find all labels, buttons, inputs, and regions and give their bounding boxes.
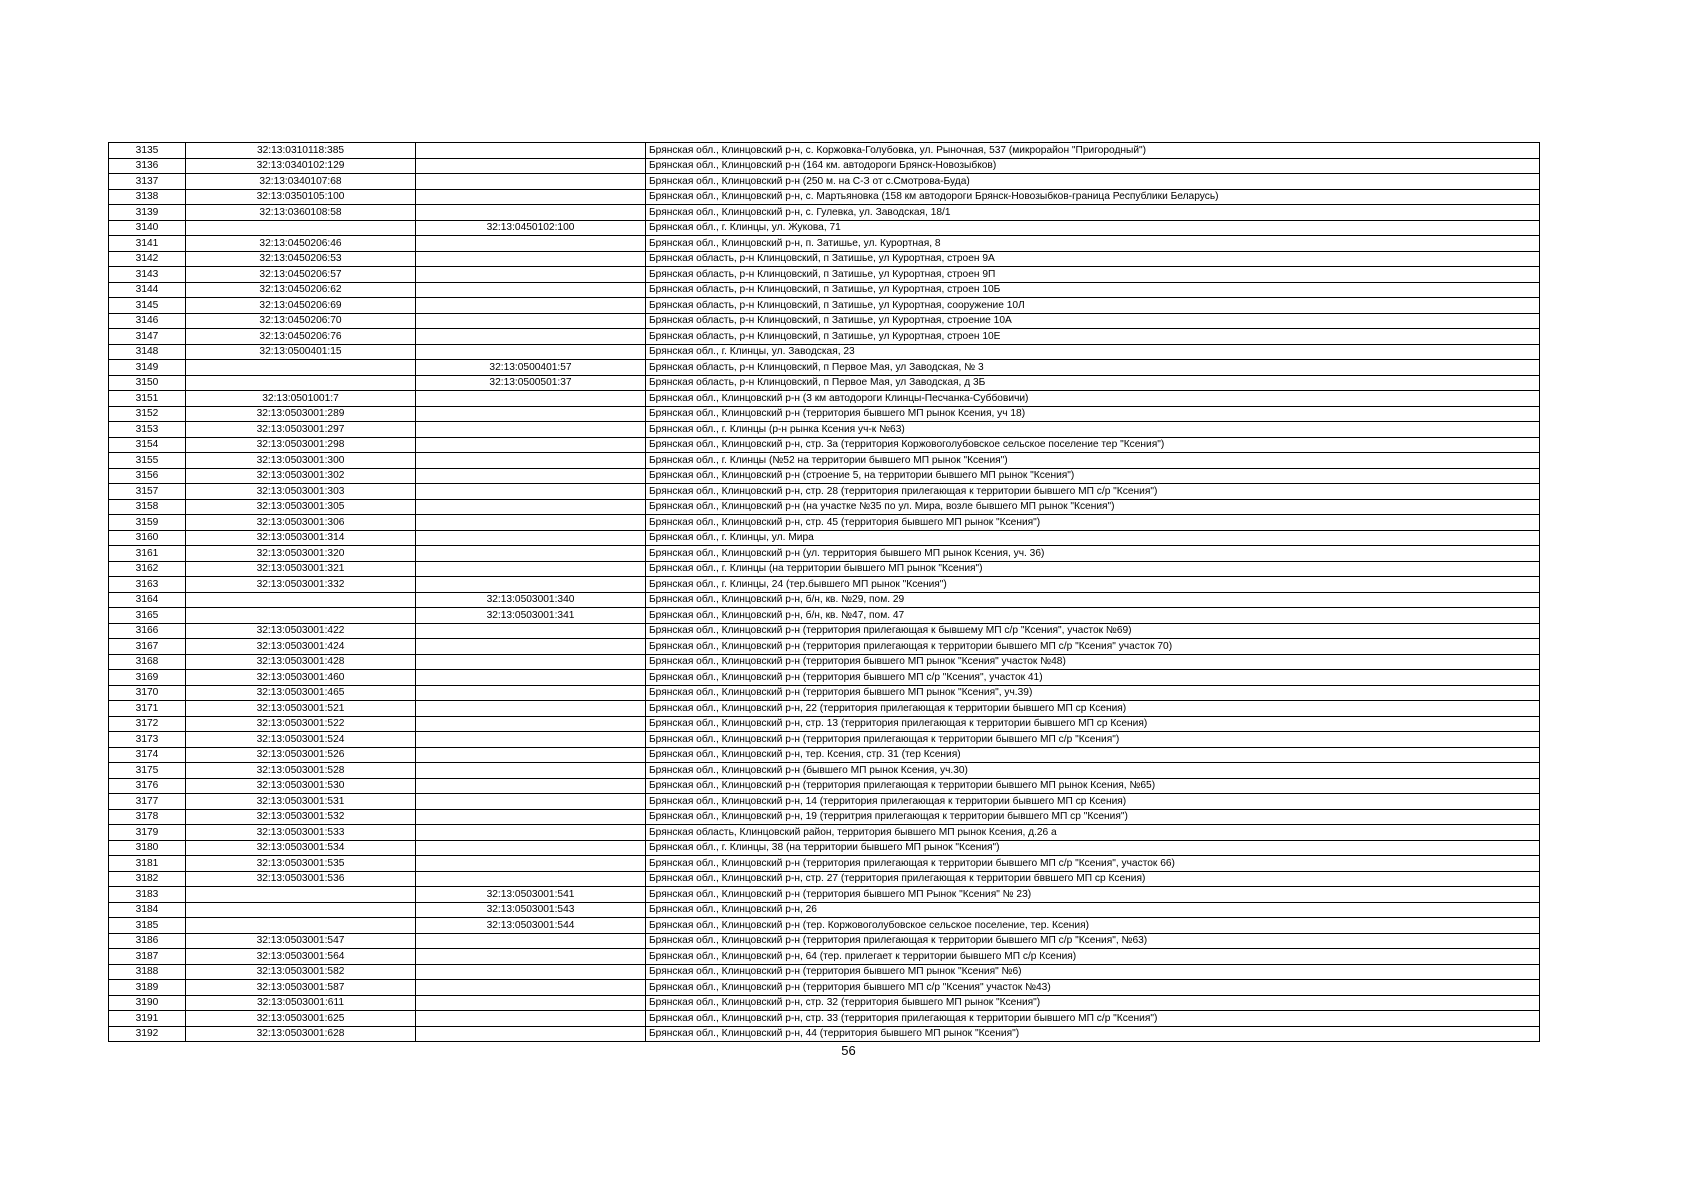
cadastral-number-alt-cell	[416, 515, 646, 531]
cadastral-number-cell	[186, 592, 416, 608]
cadastral-number-cell: 32:13:0503001:303	[186, 484, 416, 500]
cadastral-number-alt-cell	[416, 933, 646, 949]
table-row	[109, 840, 1540, 856]
table-row	[109, 313, 1540, 329]
cadastral-number-cell: 32:13:0503001:564	[186, 949, 416, 965]
table-row	[109, 267, 1540, 283]
cadastral-number-alt-cell	[416, 840, 646, 856]
cadastral-number-cell: 32:13:0503001:302	[186, 468, 416, 484]
address-cell: Брянская область, р-н Клинцовский, п Первое Мая, ул Заводская, № 3	[646, 360, 1540, 376]
address-cell: Брянская обл., Клинцовский р-н, 26	[646, 902, 1540, 918]
table-row	[109, 499, 1540, 515]
row-number-cell: 3175	[109, 763, 186, 779]
cadastral-number-cell: 32:13:0450206:69	[186, 298, 416, 314]
cadastral-number-cell: 32:13:0450206:70	[186, 313, 416, 329]
address-cell: Брянская обл., Клинцовский р-н, тер. Ксения, стр. 31 (тер Ксения)	[646, 747, 1540, 763]
cadastral-number-cell: 32:13:0503001:628	[186, 1026, 416, 1042]
table-row	[109, 453, 1540, 469]
row-number-cell: 3180	[109, 840, 186, 856]
row-number-cell: 3158	[109, 499, 186, 515]
row-number-cell: 3160	[109, 530, 186, 546]
address-cell: Брянская обл., Клинцовский р-н, с. Мартьяновка (158 км автодороги Брянск-Новозыбков-граница Республики Беларусь)	[646, 189, 1540, 205]
table-row	[109, 220, 1540, 236]
cadastral-number-cell: 32:13:0503001:306	[186, 515, 416, 531]
address-cell: Брянская обл., Клинцовский р-н, 19 (территрия прилегающая к территории бывшего МП ср "Ксения")	[646, 809, 1540, 825]
cadastral-number-cell: 32:13:0340107:68	[186, 174, 416, 190]
table-row	[109, 608, 1540, 624]
cadastral-number-alt-cell	[416, 701, 646, 717]
address-cell: Брянская обл., Клинцовский р-н, стр. 3а (территория Коржовоголубовское сельское поселение тер "Ксения")	[646, 437, 1540, 453]
cadastral-number-alt-cell	[416, 313, 646, 329]
cadastral-number-cell: 32:13:0503001:535	[186, 856, 416, 872]
cadastral-number-alt-cell: 32:13:0450102:100	[416, 220, 646, 236]
address-cell: Брянская обл., г. Клинцы, 38 (на территории бывшего МП рынок "Ксения")	[646, 840, 1540, 856]
table-row	[109, 406, 1540, 422]
table-row	[109, 670, 1540, 686]
table-row	[109, 654, 1540, 670]
row-number-cell: 3139	[109, 205, 186, 221]
table-row	[109, 329, 1540, 345]
table-row	[109, 887, 1540, 903]
cadastral-number-alt-cell: 32:13:0500401:57	[416, 360, 646, 376]
address-cell: Брянская область, р-н Клинцовский, п Затишье, ул Курортная, строение 10А	[646, 313, 1540, 329]
address-cell: Брянская обл., Клинцовский р-н (бывшего МП рынок Ксения, уч.30)	[646, 763, 1540, 779]
cadastral-number-alt-cell	[416, 1026, 646, 1042]
address-cell: Брянская обл., Клинцовский р-н (ул. территория бывшего МП рынок Ксения, уч. 36)	[646, 546, 1540, 562]
row-number-cell: 3190	[109, 995, 186, 1011]
row-number-cell: 3141	[109, 236, 186, 252]
table-row	[109, 561, 1540, 577]
address-cell: Брянская обл., Клинцовский р-н (территория бывшего МП Рынок "Ксения" № 23)	[646, 887, 1540, 903]
cadastral-number-alt-cell	[416, 282, 646, 298]
cadastral-number-cell	[186, 608, 416, 624]
cadastral-number-alt-cell	[416, 639, 646, 655]
address-cell: Брянская область, р-н Клинцовский, п Затишье, ул Курортная, сооружение 10Л	[646, 298, 1540, 314]
row-number-cell: 3185	[109, 918, 186, 934]
cadastral-number-cell: 32:13:0503001:526	[186, 747, 416, 763]
row-number-cell: 3155	[109, 453, 186, 469]
address-cell: Брянская обл., Клинцовский р-н, п. Затишье, ул. Курортная, 8	[646, 236, 1540, 252]
address-cell: Брянская обл., Клинцовский р-н (территория бывшего МП рынок "Ксения", уч.39)	[646, 685, 1540, 701]
table-row	[109, 639, 1540, 655]
row-number-cell: 3189	[109, 980, 186, 996]
address-cell: Брянская обл., г. Клинцы (№52 на территории бывшего МП рынок "Ксения")	[646, 453, 1540, 469]
cadastral-number-alt-cell	[416, 391, 646, 407]
row-number-cell: 3150	[109, 375, 186, 391]
table-row	[109, 995, 1540, 1011]
table-row	[109, 468, 1540, 484]
cadastral-number-alt-cell	[416, 406, 646, 422]
table-row	[109, 747, 1540, 763]
table-row	[109, 592, 1540, 608]
table-row	[109, 344, 1540, 360]
row-number-cell: 3186	[109, 933, 186, 949]
cadastral-number-alt-cell	[416, 794, 646, 810]
address-cell: Брянская обл., Клинцовский р-н, 14 (территория прилегающая к территории бывшего МП ср Ксения)	[646, 794, 1540, 810]
table-row	[109, 933, 1540, 949]
cadastral-number-cell: 32:13:0503001:534	[186, 840, 416, 856]
row-number-cell: 3172	[109, 716, 186, 732]
cadastral-number-cell: 32:13:0503001:424	[186, 639, 416, 655]
address-cell: Брянская обл., Клинцовский р-н, 44 (территория бывшего МП рынок "Ксения")	[646, 1026, 1540, 1042]
table-row	[109, 1011, 1540, 1027]
row-number-cell: 3179	[109, 825, 186, 841]
cadastral-number-cell: 32:13:0503001:532	[186, 809, 416, 825]
cadastral-number-cell: 32:13:0503001:531	[186, 794, 416, 810]
cadastral-number-alt-cell	[416, 499, 646, 515]
table-row	[109, 856, 1540, 872]
address-cell: Брянская обл., Клинцовский р-н (территория прилегающая к территории бывшего МП с/р "Ксения", участок 66)	[646, 856, 1540, 872]
table-row	[109, 1026, 1540, 1042]
table-row	[109, 143, 1540, 159]
cadastral-number-alt-cell	[416, 344, 646, 360]
cadastral-number-alt-cell	[416, 453, 646, 469]
row-number-cell: 3191	[109, 1011, 186, 1027]
address-cell: Брянская обл., Клинцовский р-н, стр. 13 (территория прилегающая к территории бывшего МП ср Ксения)	[646, 716, 1540, 732]
cadastral-number-alt-cell: 32:13:0503001:340	[416, 592, 646, 608]
table-row	[109, 546, 1540, 562]
cadastral-number-alt-cell	[416, 468, 646, 484]
row-number-cell: 3143	[109, 267, 186, 283]
row-number-cell: 3174	[109, 747, 186, 763]
row-number-cell: 3142	[109, 251, 186, 267]
cadastral-number-cell: 32:13:0350105:100	[186, 189, 416, 205]
cadastral-number-alt-cell	[416, 825, 646, 841]
row-number-cell: 3149	[109, 360, 186, 376]
row-number-cell: 3192	[109, 1026, 186, 1042]
cadastral-number-alt-cell	[416, 174, 646, 190]
row-number-cell: 3163	[109, 577, 186, 593]
address-cell: Брянская обл., Клинцовский р-н, стр. 27 (территория прилегающая к территории бввшего МП ср Ксения)	[646, 871, 1540, 887]
table-row	[109, 251, 1540, 267]
cadastral-number-cell: 32:13:0503001:536	[186, 871, 416, 887]
cadastral-number-cell: 32:13:0503001:314	[186, 530, 416, 546]
cadastral-number-alt-cell	[416, 995, 646, 1011]
table-row	[109, 623, 1540, 639]
cadastral-number-cell: 32:13:0501001:7	[186, 391, 416, 407]
address-cell: Брянская обл., Клинцовский р-н, с. Коржовка-Голубовка, ул. Рыночная, 537 (микрорайон "Пригородный")	[646, 143, 1540, 159]
cadastral-number-cell	[186, 887, 416, 903]
address-cell: Брянская обл., Клинцовский р-н (территория прилегающая к территории бывшего МП с/р "Ксения")	[646, 732, 1540, 748]
table-row	[109, 236, 1540, 252]
cadastral-number-alt-cell	[416, 856, 646, 872]
address-cell: Брянская обл., Клинцовский р-н (территория бывшего МП с/р "Ксения", участок 41)	[646, 670, 1540, 686]
row-number-cell: 3157	[109, 484, 186, 500]
cadastral-number-alt-cell	[416, 298, 646, 314]
row-number-cell: 3144	[109, 282, 186, 298]
table-row	[109, 577, 1540, 593]
row-number-cell: 3140	[109, 220, 186, 236]
table-row	[109, 809, 1540, 825]
address-cell: Брянская обл., г. Клинцы, ул. Мира	[646, 530, 1540, 546]
cadastral-number-cell: 32:13:0503001:582	[186, 964, 416, 980]
address-cell: Брянская обл., Клинцовский р-н (территория прилегающая к территории бывшего МП с/р "Ксения", №63)	[646, 933, 1540, 949]
table-row	[109, 422, 1540, 438]
address-cell: Брянская область, р-н Клинцовский, п Затишье, ул Курортная, строен 10Б	[646, 282, 1540, 298]
table-row	[109, 437, 1540, 453]
row-number-cell: 3181	[109, 856, 186, 872]
address-cell: Брянская обл., Клинцовский р-н (164 км. автодороги Брянск-Новозыбков)	[646, 158, 1540, 174]
cadastral-number-alt-cell	[416, 778, 646, 794]
address-cell: Брянская обл., Клинцовский р-н, стр. 45 (территория бывшего МП рынок "Ксения")	[646, 515, 1540, 531]
address-cell: Брянская область, Клинцовский район, территория бывшего МП рынок Ксения, д.26 а	[646, 825, 1540, 841]
table-row	[109, 515, 1540, 531]
cadastral-number-cell: 32:13:0450206:46	[186, 236, 416, 252]
cadastral-number-cell: 32:13:0503001:530	[186, 778, 416, 794]
address-cell: Брянская обл., Клинцовский р-н (территория бывшего МП с/р "Ксения" участок №43)	[646, 980, 1540, 996]
address-cell: Брянская обл., г. Клинцы, ул. Заводская, 23	[646, 344, 1540, 360]
row-number-cell: 3170	[109, 685, 186, 701]
cadastral-number-cell	[186, 220, 416, 236]
cadastral-number-alt-cell	[416, 143, 646, 159]
row-number-cell: 3138	[109, 189, 186, 205]
row-number-cell: 3177	[109, 794, 186, 810]
cadastral-number-cell: 32:13:0503001:528	[186, 763, 416, 779]
row-number-cell: 3188	[109, 964, 186, 980]
cadastral-number-cell: 32:13:0503001:524	[186, 732, 416, 748]
row-number-cell: 3148	[109, 344, 186, 360]
cadastral-number-cell	[186, 918, 416, 934]
cadastral-number-alt-cell	[416, 236, 646, 252]
row-number-cell: 3162	[109, 561, 186, 577]
cadastral-number-cell	[186, 375, 416, 391]
row-number-cell: 3171	[109, 701, 186, 717]
cadastral-number-alt-cell	[416, 577, 646, 593]
cadastral-number-cell	[186, 902, 416, 918]
table-row	[109, 282, 1540, 298]
row-number-cell: 3151	[109, 391, 186, 407]
cadastral-number-alt-cell: 32:13:0503001:543	[416, 902, 646, 918]
address-cell: Брянская обл., Клинцовский р-н (территория бывшего МП рынок "Ксения" №6)	[646, 964, 1540, 980]
row-number-cell: 3135	[109, 143, 186, 159]
table-row	[109, 825, 1540, 841]
cadastral-number-cell: 32:13:0450206:62	[186, 282, 416, 298]
row-number-cell: 3168	[109, 654, 186, 670]
cadastral-number-alt-cell: 32:13:0503001:341	[416, 608, 646, 624]
table-row	[109, 871, 1540, 887]
cadastral-number-cell: 32:13:0503001:305	[186, 499, 416, 515]
row-number-cell: 3153	[109, 422, 186, 438]
cadastral-number-alt-cell	[416, 670, 646, 686]
cadastral-number-alt-cell	[416, 654, 646, 670]
address-cell: Брянская обл., Клинцовский р-н (тер. Коржовоголубовское сельское поселение, тер. Ксения)	[646, 918, 1540, 934]
cadastral-number-alt-cell	[416, 546, 646, 562]
row-number-cell: 3176	[109, 778, 186, 794]
address-cell: Брянская обл., Клинцовский р-н (территория бывшего МП рынок Ксения, уч 18)	[646, 406, 1540, 422]
cadastral-number-cell: 32:13:0503001:298	[186, 437, 416, 453]
cadastral-number-alt-cell	[416, 189, 646, 205]
address-cell: Брянская обл., Клинцовский р-н (территория бывшего МП рынок "Ксения" участок №48)	[646, 654, 1540, 670]
cadastral-number-alt-cell	[416, 685, 646, 701]
cadastral-number-alt-cell	[416, 949, 646, 965]
address-cell: Брянская обл., Клинцовский р-н (территория прилегающая к территории бывшего МП с/р "Ксения" участок 70)	[646, 639, 1540, 655]
cadastral-number-cell: 32:13:0503001:521	[186, 701, 416, 717]
cadastral-number-alt-cell	[416, 964, 646, 980]
registry-table-body	[109, 143, 1540, 1042]
address-cell: Брянская обл., Клинцовский р-н (строение 5, на территории бывшего МП рынок "Ксения")	[646, 468, 1540, 484]
cadastral-number-alt-cell	[416, 1011, 646, 1027]
cadastral-number-alt-cell	[416, 561, 646, 577]
row-number-cell: 3165	[109, 608, 186, 624]
table-row	[109, 685, 1540, 701]
cadastral-number-alt-cell	[416, 716, 646, 732]
row-number-cell: 3182	[109, 871, 186, 887]
cadastral-number-alt-cell	[416, 980, 646, 996]
table-row	[109, 391, 1540, 407]
cadastral-number-cell: 32:13:0503001:321	[186, 561, 416, 577]
row-number-cell: 3146	[109, 313, 186, 329]
cadastral-number-cell: 32:13:0503001:547	[186, 933, 416, 949]
address-cell: Брянская обл., г. Клинцы, 24 (тер.бывшего МП рынок "Ксения")	[646, 577, 1540, 593]
page-number: 56	[841, 1043, 856, 1058]
row-number-cell: 3159	[109, 515, 186, 531]
cadastral-number-alt-cell	[416, 747, 646, 763]
cadastral-number-cell: 32:13:0503001:465	[186, 685, 416, 701]
row-number-cell: 3154	[109, 437, 186, 453]
row-number-cell: 3184	[109, 902, 186, 918]
row-number-cell: 3167	[109, 639, 186, 655]
cadastral-number-cell: 32:13:0340102:129	[186, 158, 416, 174]
address-cell: Брянская обл., Клинцовский р-н (250 м. на С-З от с.Смотрова-Буда)	[646, 174, 1540, 190]
address-cell: Брянская обл., Клинцовский р-н, стр. 32 (территория бывшего МП рынок "Ксения")	[646, 995, 1540, 1011]
address-cell: Брянская обл., Клинцовский р-н, стр. 28 (территория прилегающая к территории бывшего МП с/р "Ксения")	[646, 484, 1540, 500]
cadastral-number-cell: 32:13:0503001:320	[186, 546, 416, 562]
cadastral-number-cell: 32:13:0450206:53	[186, 251, 416, 267]
row-number-cell: 3178	[109, 809, 186, 825]
table-row	[109, 174, 1540, 190]
table-row	[109, 980, 1540, 996]
row-number-cell: 3169	[109, 670, 186, 686]
cadastral-number-cell: 32:13:0500401:15	[186, 344, 416, 360]
cadastral-number-alt-cell	[416, 484, 646, 500]
address-cell: Брянская обл., г. Клинцы (р-н рынка Ксения уч-к №63)	[646, 422, 1540, 438]
cadastral-number-cell: 32:13:0503001:533	[186, 825, 416, 841]
cadastral-number-cell: 32:13:0310118:385	[186, 143, 416, 159]
cadastral-number-alt-cell	[416, 809, 646, 825]
table-row	[109, 763, 1540, 779]
cadastral-number-cell: 32:13:0503001:289	[186, 406, 416, 422]
cadastral-number-alt-cell	[416, 623, 646, 639]
cadastral-number-cell: 32:13:0503001:625	[186, 1011, 416, 1027]
address-cell: Брянская обл., Клинцовский р-н (на участке №35 по ул. Мира, возле бывшего МП рынок "Ксения")	[646, 499, 1540, 515]
table-row	[109, 794, 1540, 810]
cadastral-number-cell: 32:13:0503001:460	[186, 670, 416, 686]
cadastral-number-cell: 32:13:0503001:587	[186, 980, 416, 996]
cadastral-number-cell	[186, 360, 416, 376]
address-cell: Брянская обл., Клинцовский р-н (территория прилегающая к территории бывшего МП рынок Ксения, №65)	[646, 778, 1540, 794]
cadastral-number-cell: 32:13:0503001:297	[186, 422, 416, 438]
row-number-cell: 3183	[109, 887, 186, 903]
row-number-cell: 3156	[109, 468, 186, 484]
table-row	[109, 375, 1540, 391]
table-row	[109, 298, 1540, 314]
cadastral-number-alt-cell	[416, 871, 646, 887]
table-row	[109, 732, 1540, 748]
row-number-cell: 3187	[109, 949, 186, 965]
address-cell: Брянская обл., Клинцовский р-н, б/н, кв. №47, пом. 47	[646, 608, 1540, 624]
cadastral-number-cell: 32:13:0503001:611	[186, 995, 416, 1011]
row-number-cell: 3166	[109, 623, 186, 639]
row-number-cell: 3145	[109, 298, 186, 314]
cadastral-number-cell: 32:13:0503001:422	[186, 623, 416, 639]
row-number-cell: 3161	[109, 546, 186, 562]
table-row	[109, 360, 1540, 376]
row-number-cell: 3147	[109, 329, 186, 345]
cadastral-number-cell: 32:13:0503001:522	[186, 716, 416, 732]
table-row	[109, 716, 1540, 732]
table-row	[109, 205, 1540, 221]
address-cell: Брянская область, р-н Клинцовский, п Затишье, ул Курортная, строен 10Е	[646, 329, 1540, 345]
row-number-cell: 3136	[109, 158, 186, 174]
cadastral-number-alt-cell: 32:13:0503001:541	[416, 887, 646, 903]
table-row	[109, 189, 1540, 205]
cadastral-number-cell: 32:13:0503001:428	[186, 654, 416, 670]
table-row	[109, 530, 1540, 546]
table-row	[109, 949, 1540, 965]
cadastral-number-cell: 32:13:0503001:332	[186, 577, 416, 593]
row-number-cell: 3152	[109, 406, 186, 422]
address-cell: Брянская обл., Клинцовский р-н, 22 (территория прилегающая к территории бывшего МП ср Ксения)	[646, 701, 1540, 717]
cadastral-number-alt-cell	[416, 267, 646, 283]
table-row	[109, 701, 1540, 717]
row-number-cell: 3164	[109, 592, 186, 608]
table-row	[109, 902, 1540, 918]
cadastral-number-alt-cell	[416, 732, 646, 748]
cadastral-number-alt-cell	[416, 329, 646, 345]
address-cell: Брянская обл., г. Клинцы, ул. Жукова, 71	[646, 220, 1540, 236]
address-cell: Брянская область, р-н Клинцовский, п Затишье, ул Курортная, строен 9П	[646, 267, 1540, 283]
cadastral-number-alt-cell	[416, 158, 646, 174]
address-cell: Брянская обл., Клинцовский р-н (территория прилегающая к бывшему МП с/р "Ксения", участок №69)	[646, 623, 1540, 639]
cadastral-number-cell: 32:13:0450206:57	[186, 267, 416, 283]
address-cell: Брянская обл., Клинцовский р-н, б/н, кв. №29, пом. 29	[646, 592, 1540, 608]
row-number-cell: 3137	[109, 174, 186, 190]
table-row	[109, 918, 1540, 934]
address-cell: Брянская область, р-н Клинцовский, п Затишье, ул Курортная, строен 9А	[646, 251, 1540, 267]
table-row	[109, 778, 1540, 794]
address-cell: Брянская обл., Клинцовский р-н, стр. 33 (территория прилегающая к территории бывшего МП с/р "Ксения")	[646, 1011, 1540, 1027]
cadastral-number-alt-cell	[416, 251, 646, 267]
cadastral-number-alt-cell: 32:13:0503001:544	[416, 918, 646, 934]
address-cell: Брянская обл., Клинцовский р-н (3 км автодороги Клинцы-Песчанка-Суббовичи)	[646, 391, 1540, 407]
address-cell: Брянская обл., Клинцовский р-н, с. Гулевка, ул. Заводская, 18/1	[646, 205, 1540, 221]
table-row	[109, 484, 1540, 500]
address-cell: Брянская область, р-н Клинцовский, п Первое Мая, ул Заводская, д 3Б	[646, 375, 1540, 391]
cadastral-number-alt-cell	[416, 763, 646, 779]
cadastral-number-cell: 32:13:0503001:300	[186, 453, 416, 469]
row-number-cell: 3173	[109, 732, 186, 748]
cadastral-number-alt-cell	[416, 530, 646, 546]
cadastral-number-cell: 32:13:0450206:76	[186, 329, 416, 345]
cadastral-number-cell: 32:13:0360108:58	[186, 205, 416, 221]
cadastral-number-alt-cell: 32:13:0500501:37	[416, 375, 646, 391]
cadastral-number-alt-cell	[416, 422, 646, 438]
cadastral-number-alt-cell	[416, 437, 646, 453]
address-cell: Брянская обл., г. Клинцы (на территории бывшего МП рынок "Ксения")	[646, 561, 1540, 577]
cadastral-number-alt-cell	[416, 205, 646, 221]
property-registry-table	[108, 142, 1540, 1042]
table-row	[109, 964, 1540, 980]
table-row	[109, 158, 1540, 174]
address-cell: Брянская обл., Клинцовский р-н, 64 (тер. прилегает к территории бывшего МП с/р Ксения)	[646, 949, 1540, 965]
